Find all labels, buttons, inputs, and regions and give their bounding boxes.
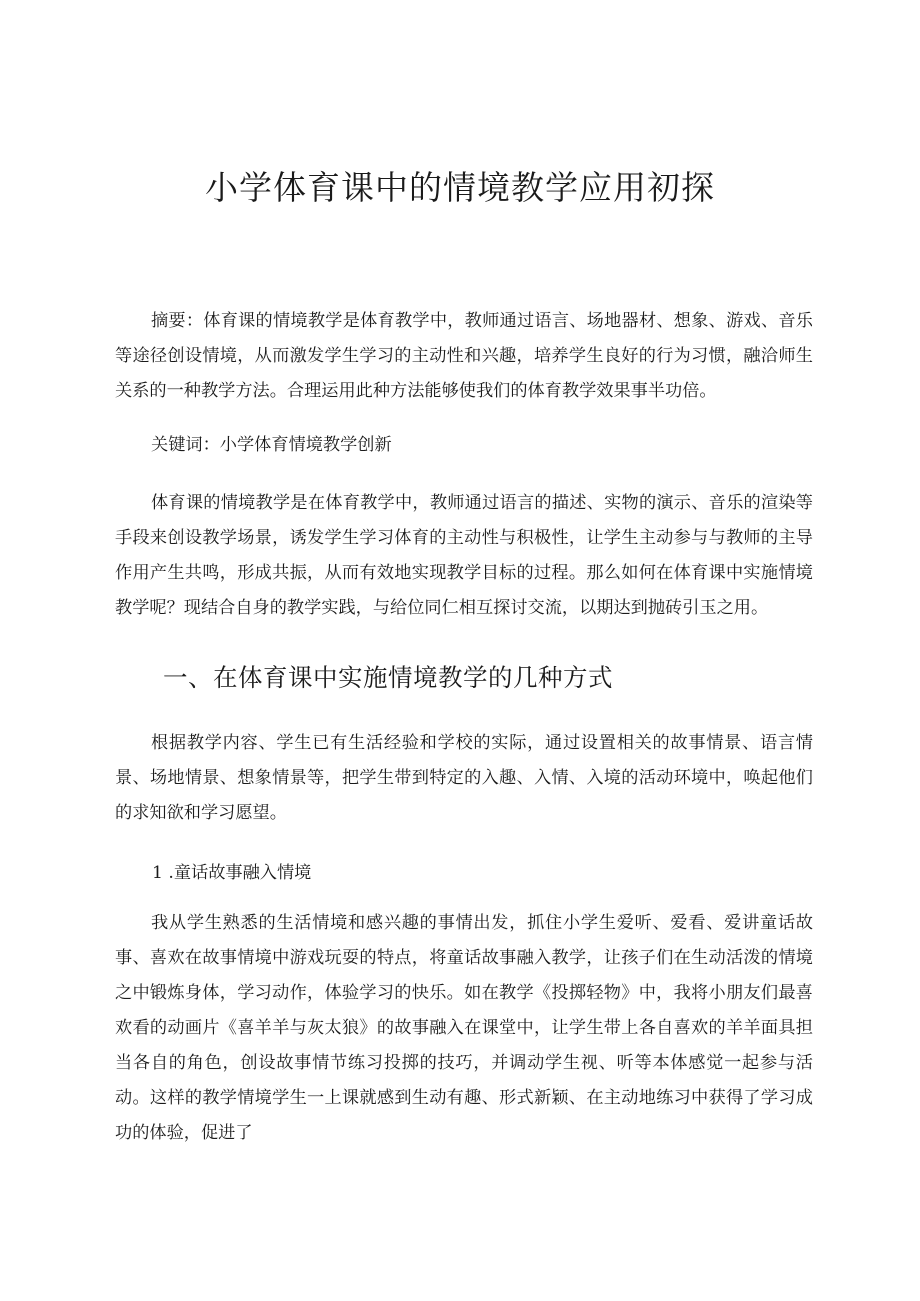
intro-paragraph: 体育课的情境教学是在体育教学中，教师通过语言的描述、实物的演示、音乐的渲染等手段来创设教学场景，诱发学生学习体育的主动性与积极性，让学生主动参与与教师的主导作用产生共鸣，形成共振，从而有效地实现教学目标的过程。那么如何在体育课中实施情境教学呢？现结合自身的教学实践，与给位同仁相互探讨交流，以期达到抛砖引玉之用。 [115, 493, 813, 618]
abstract-paragraph: 摘要：体育课的情境教学是体育教学中，教师通过语言、场地器材、想象、游戏、音乐等途径创设情境，从而激发学生学习的主动性和兴趣，培养学生良好的行为习惯，融洽师生关系的一种教学方法。合理运用此种方法能够使我们的体育教学效果事半功倍。 [115, 311, 813, 401]
subsection-1-heading: 1 .童话故事融入情境 [152, 863, 312, 883]
document-title: 小学体育课中的情境教学应用初探 [205, 168, 715, 207]
keywords-value: 小学体育情境教学创新 [219, 435, 392, 455]
section-1-paragraph: 根据教学内容、学生已有生活经验和学校的实际，通过设置相关的故事情景、语言情景、场地情景、想象情景等，把学生带到特定的入趣、入情、入境的活动环境中，唤起他们的求知欲和学习愿望。 [115, 733, 813, 823]
keywords-label: 关键词： [151, 435, 220, 455]
keywords-line [115, 428, 813, 463]
section-1-heading: 一、在体育课中实施情境教学的几种方式 [163, 663, 613, 692]
subsection-1-paragraph: 我从学生熟悉的生活情境和感兴趣的事情出发，抓住小学生爱听、爱看、爱讲童话故事、喜欢在故事情境中游戏玩耍的特点，将童话故事融入教学，让孩子们在生动活泼的情境之中锻炼身体，学习动作，体验学习的快乐。如在教学《投掷轻物》中，我将小朋友们最喜欢看的动画片《喜羊羊与灰太狼》的故事融入在课堂中，让学生带上各自喜欢的羊羊面具担当各自的角色，创设故事情节练习投掷的技巧，并调动学生视、听等本体感觉一起参与活动。这样的教学情境学生一上课就感到生动有趣、形式新颖、在主动地练习中获得了学习成功的体验，促进了 [115, 913, 813, 1143]
